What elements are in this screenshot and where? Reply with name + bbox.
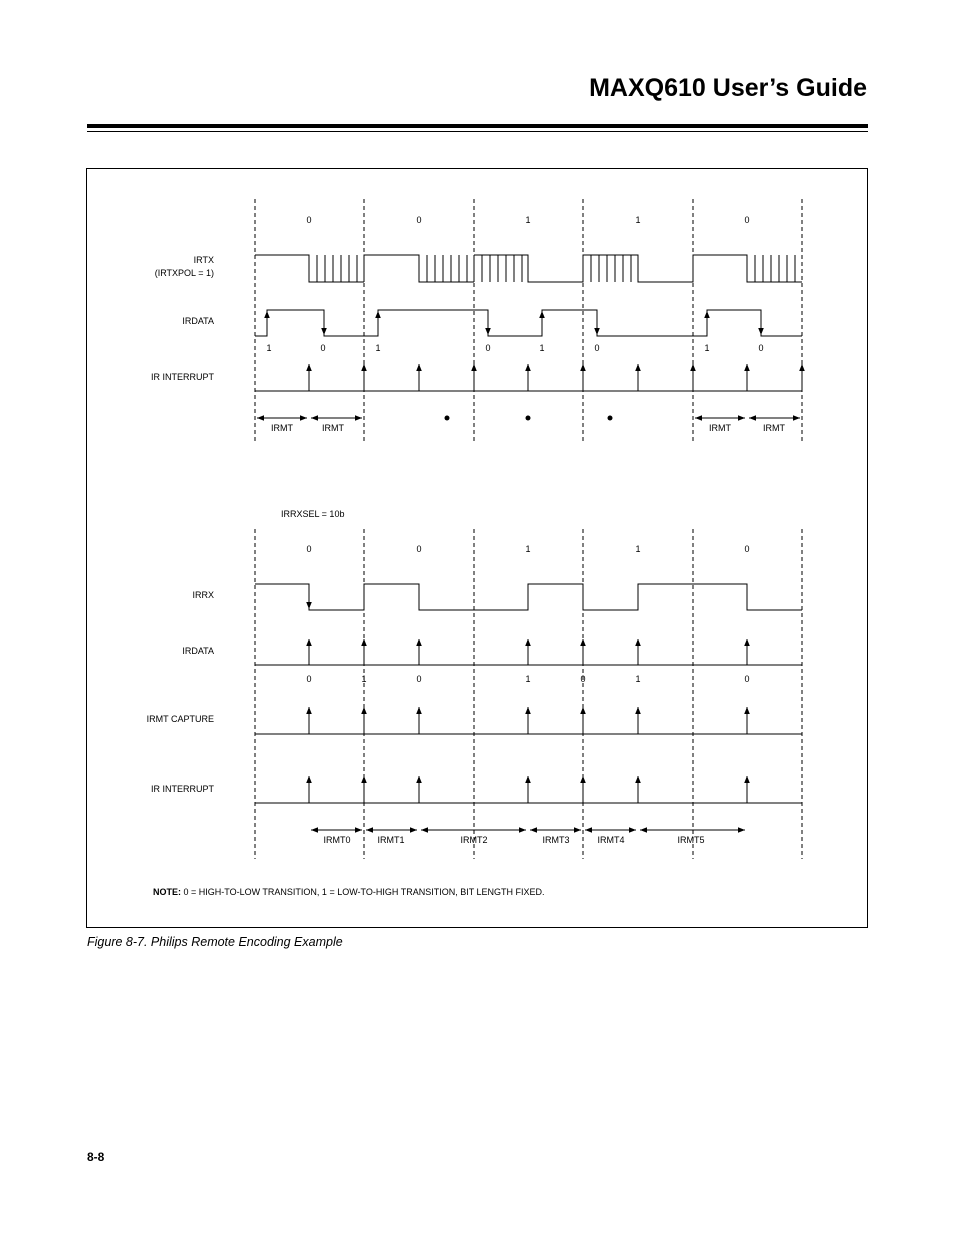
- page-number: 8-8: [87, 1150, 105, 1164]
- irmt-label: IRMT: [322, 423, 344, 433]
- receive-bit-labels: [306, 544, 749, 554]
- irmt-interval-label: IRMT3: [542, 835, 570, 845]
- irdata-value: 0: [758, 343, 764, 353]
- irtxpol-label: (IRTXPOL = 1): [154, 268, 214, 278]
- irrx-label: IRRX: [192, 590, 214, 600]
- ir-interrupt-rx-label: IR INTERRUPT: [151, 784, 214, 794]
- irdata-value: 1: [375, 343, 381, 353]
- transmit-bit-label: 0: [416, 215, 422, 225]
- receive-bit-label: 0: [416, 544, 422, 554]
- irmt-interval-label: IRMT5: [677, 835, 705, 845]
- irrx-waveform: [255, 584, 802, 610]
- capture-value: 1: [635, 674, 641, 684]
- irdata-value: 0: [320, 343, 326, 353]
- header-rule-thin: [87, 131, 868, 132]
- figure-caption: Figure 8-7. Philips Remote Encoding Example: [87, 935, 343, 949]
- capture-value: 0: [744, 674, 750, 684]
- irmt-label: IRMT: [271, 423, 293, 433]
- timing-diagram: [87, 169, 867, 927]
- irmt-label: IRMT: [709, 423, 731, 433]
- note-label: NOTE:: [153, 887, 181, 897]
- irdata-value: 0: [485, 343, 491, 353]
- transmit-signal-labels: [151, 255, 215, 382]
- irrxsel-label: IRRXSEL = 10b: [281, 509, 345, 519]
- transmit-bit-label: 1: [635, 215, 641, 225]
- irdata-tx-values: [266, 343, 763, 353]
- irdata-tx-waveform: [255, 310, 802, 336]
- irmt-tx-ellipsis: [445, 416, 613, 421]
- transmit-bit-labels: [306, 215, 749, 225]
- ir-interrupt-tx-label: IR INTERRUPT: [151, 372, 214, 382]
- irdata-rx-line: [255, 639, 802, 665]
- figure-frame: [86, 168, 868, 928]
- transmit-bit-label: 0: [306, 215, 312, 225]
- capture-value: 0: [306, 674, 312, 684]
- irmt-interval-label: IRMT4: [597, 835, 625, 845]
- receive-bit-boundaries: [255, 529, 802, 859]
- capture-value: 0: [580, 674, 586, 684]
- irtx-label: IRTX: [193, 255, 214, 265]
- page-title: MAXQ610 User’s Guide: [589, 74, 867, 102]
- header-rule-thick: [87, 124, 868, 128]
- irdata-tx-label: IRDATA: [182, 316, 214, 326]
- irtx-carrier-burst: [755, 255, 795, 282]
- receive-bit-label: 1: [525, 544, 531, 554]
- irmt-tx-labels: [271, 423, 785, 433]
- irdata-value: 0: [594, 343, 600, 353]
- irdata-value: 1: [704, 343, 710, 353]
- irtx-waveform: [255, 255, 802, 282]
- capture-value: 1: [525, 674, 531, 684]
- irmt-interval-label: IRMT2: [460, 835, 488, 845]
- receive-bit-label: 1: [635, 544, 641, 554]
- irtx-carrier-burst: [591, 255, 631, 282]
- ir-interrupt-tx-line: [255, 364, 802, 391]
- irmt-label: IRMT: [763, 423, 785, 433]
- irmt-capture-line: [255, 707, 802, 734]
- receive-bit-label: 0: [744, 544, 750, 554]
- transmit-bit-label: 0: [744, 215, 750, 225]
- note-text: 0 = HIGH-TO-LOW TRANSITION, 1 = LOW-TO-HIGH TRANSITION, BIT LENGTH FIXED.: [181, 887, 545, 897]
- irdata-value: 1: [539, 343, 545, 353]
- irdata-rx-values: [306, 674, 749, 684]
- capture-value: 1: [361, 674, 367, 684]
- irtx-carrier-burst: [317, 255, 357, 282]
- ir-interrupt-rx-line: [255, 776, 802, 803]
- irmt-interval-label: IRMT0: [323, 835, 351, 845]
- irtx-carrier-burst: [427, 255, 522, 282]
- capture-value: 0: [416, 674, 422, 684]
- transmit-bit-label: 1: [525, 215, 531, 225]
- figure-note: [153, 887, 545, 897]
- irdata-rx-label: IRDATA: [182, 646, 214, 656]
- transmit-bit-boundaries: [255, 199, 802, 443]
- receive-bit-label: 0: [306, 544, 312, 554]
- irmt-capture-label: IRMT CAPTURE: [146, 714, 214, 724]
- irmt-interval-label: IRMT1: [377, 835, 405, 845]
- irmt-rx-labels: [324, 835, 705, 845]
- receive-signal-labels: [147, 590, 215, 794]
- irdata-value: 1: [266, 343, 272, 353]
